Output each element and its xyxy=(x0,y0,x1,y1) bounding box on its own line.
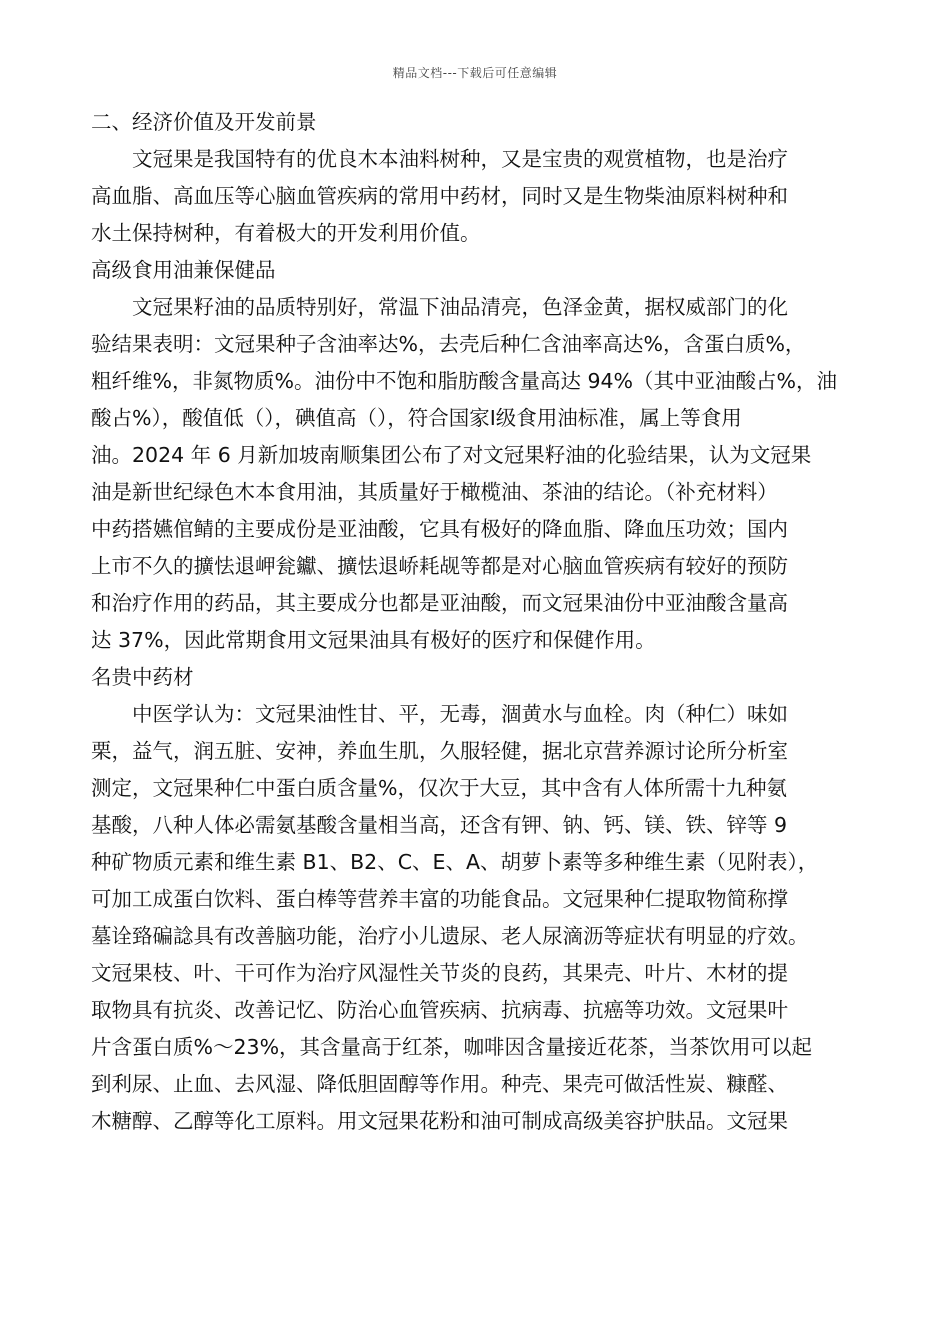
text-line: 文冠果枝、叶、干可作为治疗风湿性关节炎的良药，其果壳、叶片、木材的提 xyxy=(91,961,788,985)
section-edible-oil xyxy=(91,252,861,659)
text-line: 油是新世纪绿色木本食用油，其质量好于橄榄油、茶油的结论。（补充材料） xyxy=(91,480,778,504)
text-line: 片含蛋白质%～23%，其含量高于红茶，咖啡因含量接近花茶，当茶饮用可以起 xyxy=(91,1035,813,1059)
text-line: 取物具有抗炎、改善记忆、防治心血管疾病、抗病毒、抗癌等功效。文冠果叶 xyxy=(91,998,788,1022)
paragraph xyxy=(91,696,861,1140)
text-line: 测定，文冠果种仁中蛋白质含量%，仅次于大豆，其中含有人体所需十九种氨 xyxy=(91,776,787,800)
text-line: 可加工成蛋白饮料、蛋白棒等营养丰富的功能食品。文冠果种仁提取物简称撑 xyxy=(91,887,788,911)
text-line: 文冠果是我国特有的优良木本油料树种，又是宝贵的观赏植物，也是治疗 xyxy=(132,147,788,171)
text-line: 中医学认为：文冠果油性甘、平，无毒，涸黄水与血栓。肉（种仁）味如 xyxy=(132,702,788,726)
text-line: 达 37%，因此常期食用文冠果油具有极好的医疗和保健作用。 xyxy=(91,628,656,652)
text-line: 和治疗作用的药品，其主要成分也都是亚油酸，而文冠果油份中亚油酸含量高 xyxy=(91,591,788,615)
text-line: 墓诠臵碥諗具有改善脑功能，治疗小儿遗尿、老人尿滴沥等症状有明显的疗效。 xyxy=(91,924,809,948)
section-medicinal xyxy=(91,659,861,1140)
text-line: 酸占%），酸值低（），碘值高（），符合国家Ⅰ级食用油标准，属上等食用 xyxy=(91,406,742,430)
text-line: 高血脂、高血压等心脑血管疾病的常用中药材，同时又是生物柴油原料树种和 xyxy=(91,184,788,208)
section-economic-value xyxy=(91,104,861,252)
text-line: 油。2024 年 6 月新加坡南顺集团公布了对文冠果籽油的化验结果，认为文冠果 xyxy=(91,443,812,467)
text-line: 验结果表明：文冠果种子含油率达%，去壳后种仁含油率高达%，含蛋白质%， xyxy=(91,332,806,356)
paragraph xyxy=(91,141,861,252)
text-line: 粗纤维%，非氮物质%。油份中不饱和脂肪酸含量高达 94%（其中亚油酸占%，油 xyxy=(91,369,838,393)
section-heading: 高级食用油兼保健品 xyxy=(91,258,276,282)
text-line: 到利尿、止血、去风湿、降低胆固醇等作用。种壳、果壳可做活性炭、糠醛、 xyxy=(91,1072,788,1096)
section-heading: 名贵中药材 xyxy=(91,665,194,689)
document-body xyxy=(91,104,861,1140)
text-line: 文冠果籽油的品质特别好，常温下油品清亮，色泽金黄，据权威部门的化 xyxy=(132,295,788,319)
text-line: 基酸，八种人体必需氨基酸含量相当高，还含有钾、钠、钙、镁、铁、锌等 9 xyxy=(91,813,788,837)
text-line: 上市不久的擴怯退岬瓮钀、擴怯退峤耗觇等都是对心脑血管疾病有较好的预防 xyxy=(91,554,788,578)
text-line: 木糖醇、乙醇等化工原料。用文冠果花粉和油可制成高级美容护肤品。文冠果 xyxy=(91,1109,788,1133)
section-heading: 二、经济价值及开发前景 xyxy=(91,110,317,134)
page-header: 精品文档---下载后可任意编辑 xyxy=(392,66,558,80)
text-line: 种矿物质元素和维生素 B1、B2、C、E、A、胡萝卜素等多种维生素（见附表）， xyxy=(91,850,819,874)
text-line: 栗，益气，润五脏、安神，养血生肌，久服轻健，据北京营养源讨论所分析室 xyxy=(91,739,788,763)
text-line: 中药搭嬿倌鲭的主要成份是亚油酸，它具有极好的降血脂、降血压功效；国内 xyxy=(91,517,788,541)
paragraph xyxy=(91,289,861,659)
text-line: 水土保持树种，有着极大的开发利用价值。 xyxy=(91,221,481,245)
